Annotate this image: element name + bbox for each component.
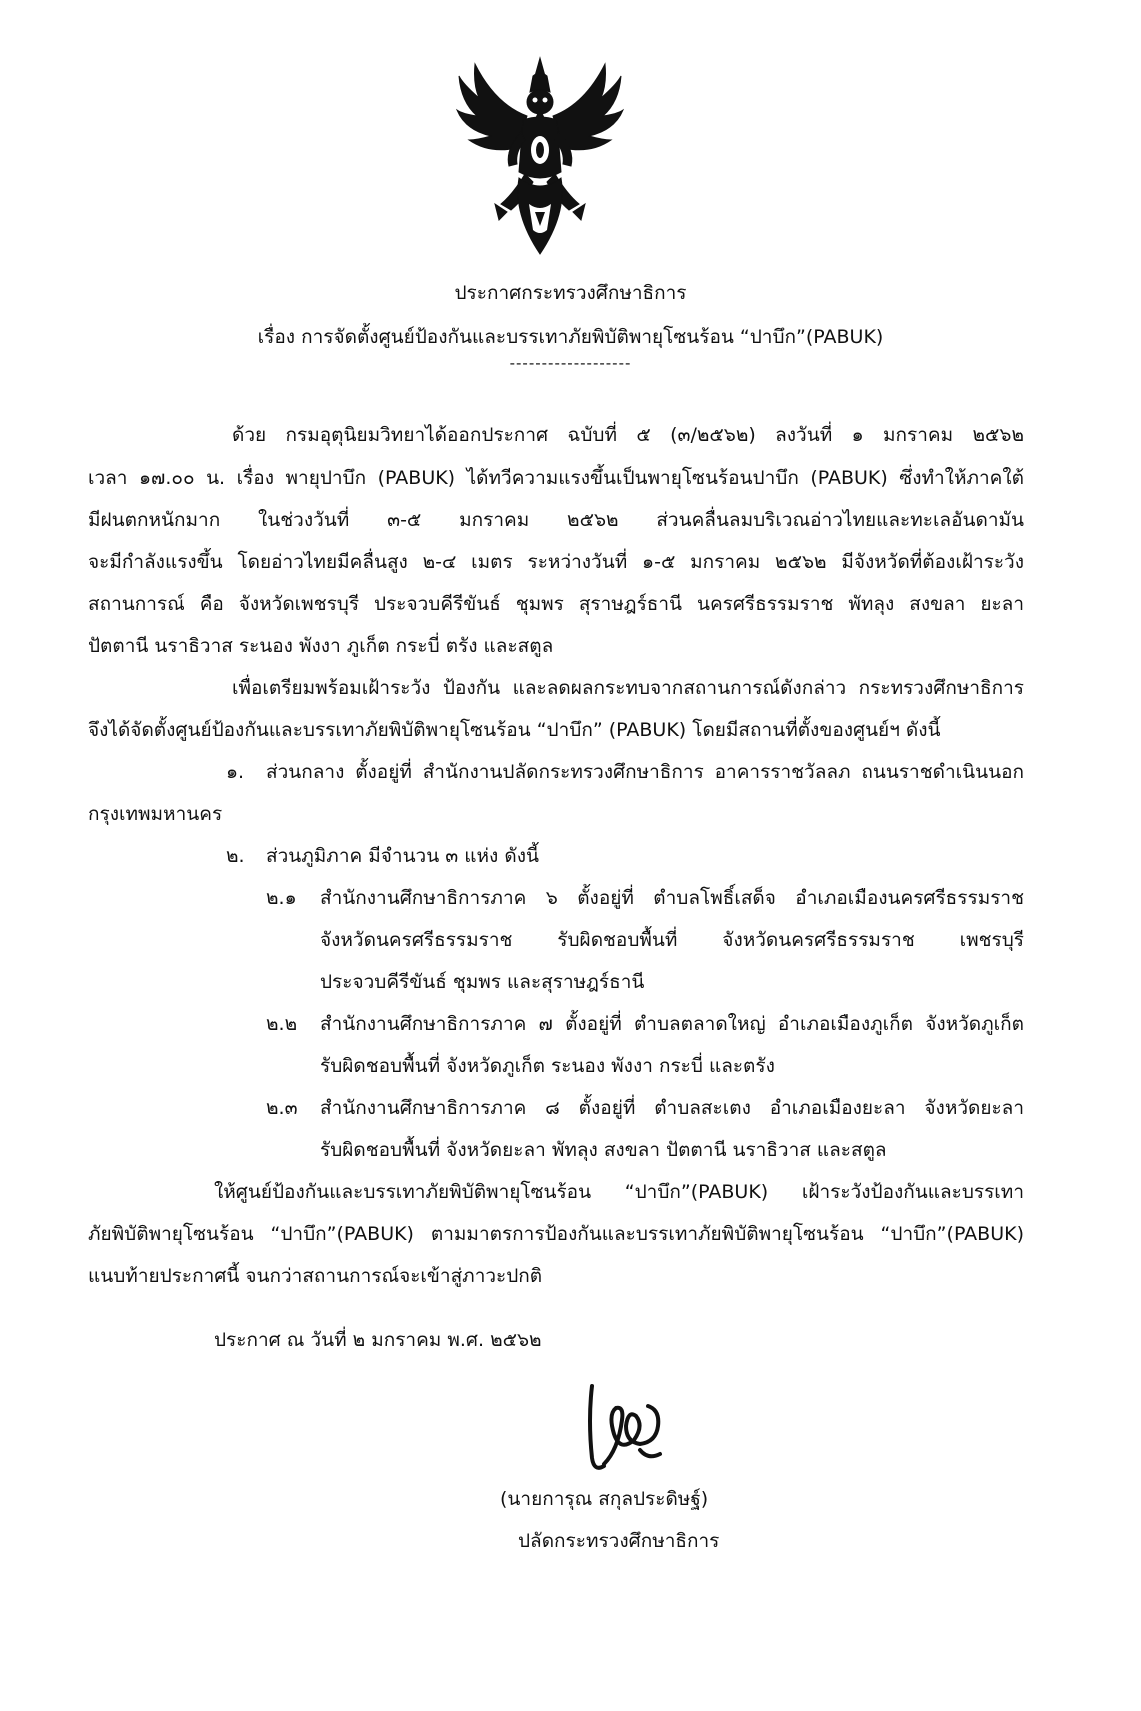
paragraph-2-line-2: จึงได้จัดตั้งศูนย์ป้องกันและบรรเทาภัยพิบัติพายุโซนร้อน “ปาบึก” (PABUK) โดยมีสถานที่ตั้งของศูนย์ฯ ดังนี้	[88, 719, 941, 741]
sub-item-number: ๒.๑	[266, 887, 297, 909]
sub-item-line: จังหวัดนครศรีธรรมราช รับผิดชอบพื้นที่ จังหวัดนครศรีธรรมราช เพชรบุรี	[320, 929, 1024, 951]
paragraph-1-line-3: มีฝนตกหนักมาก ในช่วงวันที่ ๓-๕ มกราคม ๒๕๖๒ ส่วนคลื่นลมบริเวณอ่าวไทยและทะเลอันดามัน	[88, 509, 1024, 531]
sub-item-line: สำนักงานศึกษาธิการภาค ๖ ตั้งอยู่ที่ ตำบลโพธิ์เสด็จ อำเภอเมืองนครศรีธรรมราช	[320, 887, 1024, 909]
date-line: ประกาศ ณ วันที่ ๒ มกราคม พ.ศ. ๒๕๖๒	[214, 1329, 542, 1351]
sub-item-line: รับผิดชอบพื้นที่ จังหวัดยะลา พัทลุง สงขลา ปัตตานี นราธิวาส และสตูล	[320, 1139, 887, 1161]
divider: -------------------	[509, 354, 632, 372]
sub-item-line: สำนักงานศึกษาธิการภาค ๗ ตั้งอยู่ที่ ตำบลตลาดใหญ่ อำเภอเมืองภูเก็ต จังหวัดภูเก็ต	[320, 1013, 1024, 1035]
paragraph-1-line-5: สถานการณ์ คือ จังหวัดเพชรบุรี ประจวบคีรีขันธ์ ชุมพร สุราษฎร์ธานี นครศรีธรรมราช พัทลุง สงขลา ยะลา	[88, 593, 1024, 615]
item-1-line-1: ส่วนกลาง ตั้งอยู่ที่ สำนักงานปลัดกระทรวงศึกษาธิการ อาคารราชวัลลภ ถนนราชดำเนินนอก	[266, 761, 1024, 783]
signer-name: (นายการุณ สกุลประดิษฐ์)	[500, 1488, 709, 1510]
item-2-text: ส่วนภูมิภาค มีจำนวน ๓ แห่ง ดังนี้	[266, 845, 539, 867]
page-title: ประกาศกระทรวงศึกษาธิการ	[454, 282, 687, 304]
sub-item-line: ประจวบคีรีขันธ์ ชุมพร และสุราษฎร์ธานี	[320, 971, 645, 993]
item-1-line-2: กรุงเทพมหานคร	[88, 803, 223, 825]
sub-item-number: ๒.๒	[266, 1013, 298, 1035]
sub-item-number: ๒.๓	[266, 1097, 298, 1119]
paragraph-1-line-1: ด้วย กรมอุตุนิยมวิทยาได้ออกประกาศ ฉบับที่ ๕ (๓/๒๕๖๒) ลงวันที่ ๑ มกราคม ๒๕๖๒	[232, 424, 1024, 446]
paragraph-2-line-1: เพื่อเตรียมพร้อมเฝ้าระวัง ป้องกัน และลดผลกระทบจากสถานการณ์ดังกล่าว กระทรวงศึกษาธิการ	[232, 677, 1024, 699]
paragraph-3-line-1: ให้ศูนย์ป้องกันและบรรเทาภัยพิบัติพายุโซนร้อน “ปาบึก”(PABUK) เฝ้าระวังป้องกันและบรรเทา	[214, 1181, 1024, 1203]
paragraph-1-line-4: จะมีกำลังแรงขึ้น โดยอ่าวไทยมีคลื่นสูง ๒-๔ เมตร ระหว่างวันที่ ๑-๕ มกราคม ๒๕๖๒ มีจังหวัดที่ต้องเฝ้าระวัง	[88, 551, 1024, 573]
sub-item-line: รับผิดชอบพื้นที่ จังหวัดภูเก็ต ระนอง พังงา กระบี่ และตรัง	[320, 1055, 775, 1077]
sub-item-line: สำนักงานศึกษาธิการภาค ๘ ตั้งอยู่ที่ ตำบลสะเตง อำเภอเมืองยะลา จังหวัดยะลา	[320, 1097, 1024, 1119]
paragraph-3-line-2: ภัยพิบัติพายุโซนร้อน “ปาบึก”(PABUK) ตามมาตรการป้องกันและบรรเทาภัยพิบัติพายุโซนร้อน “ปาบึก”(PABUK)	[88, 1223, 1024, 1245]
paragraph-1-line-6: ปัตตานี นราธิวาส ระนอง พังงา ภูเก็ต กระบี่ ตรัง และสตูล	[88, 635, 554, 657]
item-2-number: ๒.	[226, 845, 245, 867]
subject-line: เรื่อง การจัดตั้งศูนย์ป้องกันและบรรเทาภัยพิบัติพายุโซนร้อน “ปาบึก”(PABUK)	[257, 326, 884, 348]
handwritten-signature-icon	[578, 1380, 670, 1480]
signer-position: ปลัดกระทรวงศึกษาธิการ	[518, 1530, 720, 1552]
garuda-emblem-icon	[455, 54, 625, 260]
paragraph-3-line-3: แนบท้ายประกาศนี้ จนกว่าสถานการณ์จะเข้าสู่ภาวะปกติ	[88, 1265, 543, 1287]
paragraph-1-line-2: เวลา ๑๗.๐๐ น. เรื่อง พายุปาบึก (PABUK) ได้ทวีความแรงขึ้นเป็นพายุโซนร้อนปาบึก (PABUK) ซึ่งทำให้ภาคใต้	[88, 467, 1024, 489]
item-1-number: ๑.	[226, 761, 245, 783]
